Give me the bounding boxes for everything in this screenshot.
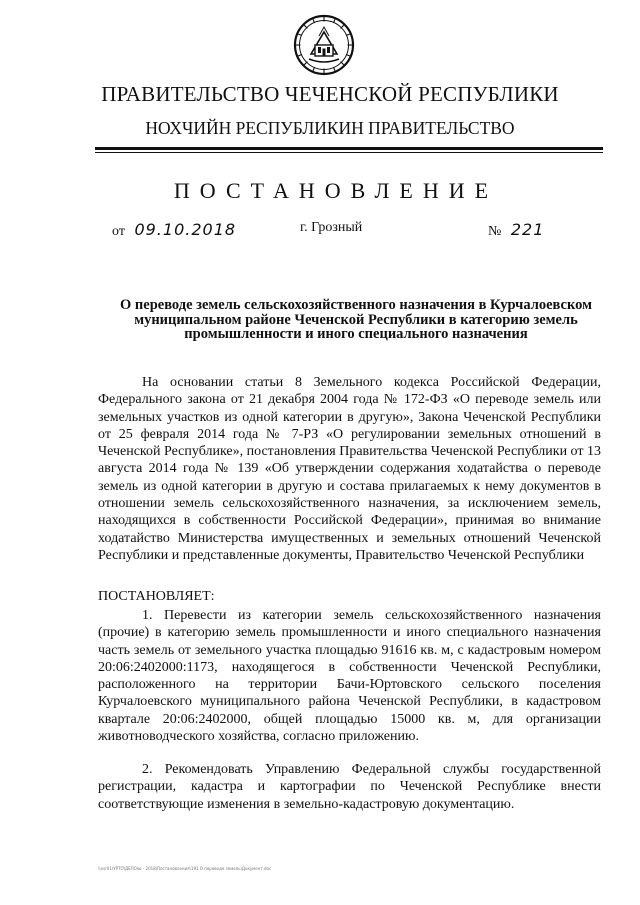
date-prefix: от bbox=[112, 224, 125, 239]
coat-of-arms-icon bbox=[293, 14, 355, 76]
date-handwritten: 09.10.2018 bbox=[134, 220, 237, 239]
resolves-heading: ПОСТАНОВЛЯЕТ: bbox=[98, 589, 215, 604]
header-rule-thin bbox=[95, 152, 603, 153]
government-name-russian: ПРАВИТЕЛЬСТВО ЧЕЧЕНСКОЙ РЕСПУБЛИКИ bbox=[101, 82, 559, 106]
item-2-paragraph: 2. Рекомендовать Управлению Федеральной службы государственной регистрации, кадастра и картографии по Чеченской Республике внести соответствующие изменения в земельно-кадастровую документацию. bbox=[98, 762, 601, 812]
preamble-paragraph: На основании статьи 8 Земельного кодекса Российской Федерации, Федерального закона от 21 декабря 2004 года № 172-ФЗ «О переводе земель или земельных участков из одной категории в другую», Закона Чеченской Республики от 25 февраля 2014 года № 7-РЗ «О регулировании земельных отношений в Чеченской Республике», постановления Правительства Чеченской Республики от 13 августа 2014 года № 139 «Об утверждении содержания ходатайства о переводе земель из одной категории в другую и состава прилагаемых к нему документов в отношении земель сельскохозяйственного назначения, за исключением земель, находящихся в собственности Российской Федерации», принимая во внимание ходатайство Министерства имущественных и земельных отношений Чеченской Республики и представленные документы, Правительство Чеченской Республики bbox=[98, 375, 601, 563]
number-prefix: № bbox=[488, 224, 502, 239]
document-city: г. Грозный bbox=[300, 220, 363, 235]
document-title: О переводе земель сельскохозяйственного назначения в Курчалоевском муниципальном районе Чеченской Республики в категорию земель промышленности и иного специального назначения bbox=[120, 297, 592, 342]
header-rule-thick bbox=[95, 147, 603, 150]
document-date bbox=[112, 220, 236, 240]
item-1-paragraph: 1. Перевести из категории земель сельскохозяйственного назначения (прочие) в категорию земель промышленности и иного специального назначения часть земель от земельного участка площадью 91616 кв. м, с кадастровым номером 20:06:2402000:1173, находящегося в собственности Чеченской Республики, расположенного на территории Бачи-Юртовского сельского поселения Курчалоевского муниципального района Чеченской Республики, в кадастровом квартале 20:06:2402000, общей площадью 15000 кв. м, для организации животноводческого хозяйства, согласно приложению. bbox=[98, 608, 601, 745]
document-type-heading: ПОСТАНОВЛЕНИЕ bbox=[173, 178, 499, 203]
document-number bbox=[488, 220, 544, 240]
footer-file-path: \\vsr01\УРТО\ДЕЛО\ю - 2018\Постановления\191 О переводе земель\Документ.doc bbox=[98, 866, 272, 871]
number-handwritten: 221 bbox=[510, 220, 545, 239]
government-name-chechen: НОХЧИЙН РЕСПУБЛИКИН ПРАВИТЕЛЬСТВО bbox=[145, 118, 515, 138]
